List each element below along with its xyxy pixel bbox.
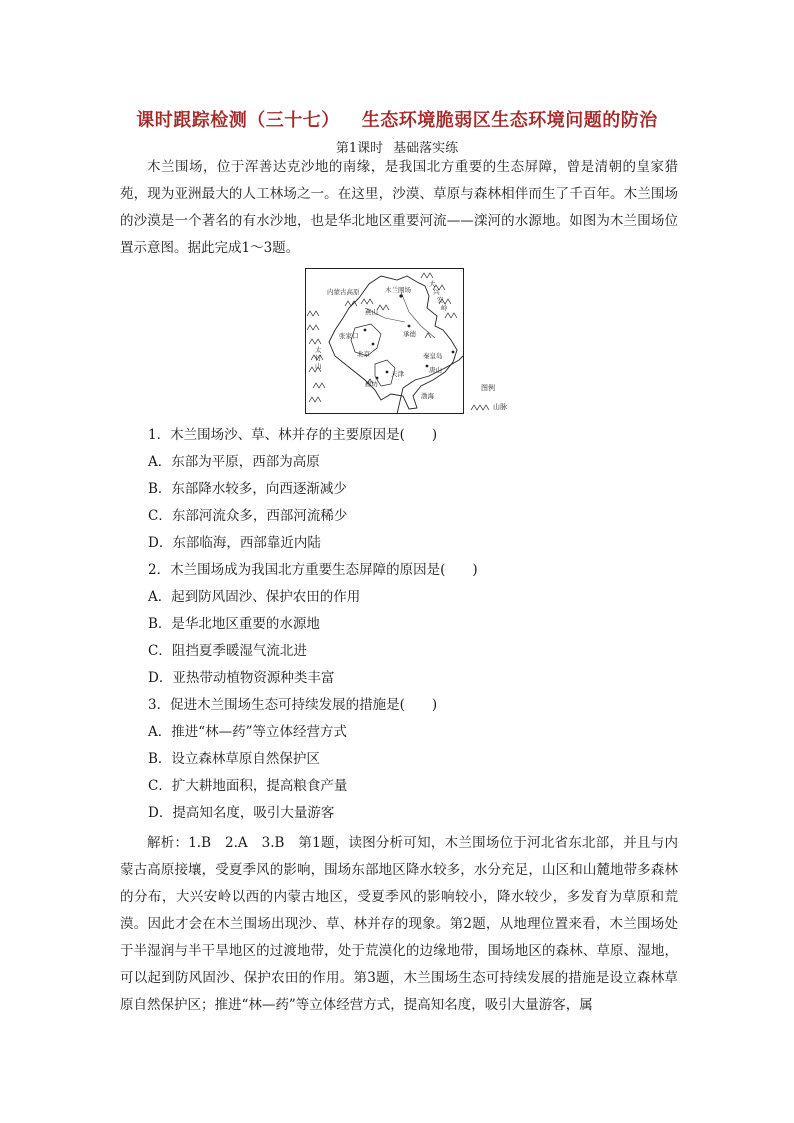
- label-langfang: 廊坊: [365, 380, 378, 388]
- label-bohai: 渤海: [421, 392, 434, 400]
- label-beijing: 北京: [357, 350, 370, 358]
- question-3-option-c: C．扩大耕地面积，提高粮食产量: [148, 778, 348, 794]
- label-yanshan: 燕山: [365, 308, 378, 316]
- page-subtitle: 第1课时 基础落实练: [335, 141, 459, 156]
- label-taihang-2: 行: [315, 354, 322, 362]
- label-chengde: 承德: [403, 330, 416, 338]
- question-2-option-d: D．亚热带动植物资源种类丰富: [148, 670, 335, 686]
- label-daxinganling-2: 兴: [433, 288, 440, 296]
- label-inner-mongolia: 内蒙古高原: [327, 288, 360, 296]
- label-daxinganling-4: 岭: [441, 304, 448, 312]
- label-tianjin: 天津: [391, 370, 404, 378]
- label-tangshan: 唐山: [429, 366, 442, 374]
- label-daxinganling-3: 安: [437, 296, 444, 304]
- question-1-option-c: C．东部河流众多，西部河流稀少: [148, 508, 348, 524]
- label-taihang-1: 太: [315, 346, 322, 354]
- label-zhangjiakou: 张家口: [339, 332, 359, 340]
- question-3-stem: 3．促进木兰围场生态可持续发展的措施是( ): [148, 697, 438, 713]
- question-1-stem: 1．木兰围场沙、草、林并存的主要原因是( ): [148, 427, 438, 443]
- label-mulan: 木兰围场: [385, 286, 411, 294]
- legend-title: 图例: [481, 384, 495, 392]
- legend-item: 山脉: [493, 403, 507, 411]
- location-map: [305, 268, 517, 415]
- question-3-option-d: D．提高知名度，吸引大量游客: [148, 805, 335, 821]
- analysis-paragraph: 解析：1.B 2.A 3.B 第1题，读图分析可知，木兰围场位于河北省东北部，并且与内蒙古高原接壤，受夏季风的影响，围场东部地区降水较多，水分充足，山区和山麓地带多森林的分布，大兴安岭以西的内蒙古地区，受夏季风的影响较小，降水较少，多发育为草原和荒漠。因此才会在木兰围场出现沙、草、林并存的现象。第2题，从地理位置来看，木兰围场处于半湿润与半干旱地区的过渡地带，处于荒漠化的边缘地带，围场地区的森林、草原、湿地，可以起到防风固沙、保护农田的作用。第3题，木兰围场生态可持续发展的措施是设立森林草原自然保护区；推进“林—药”等立体经营方式，提高知名度，吸引大量游客，属: [120, 835, 678, 1013]
- legend-mountain-icon: [471, 405, 489, 410]
- question-2-option-a: A．起到防风固沙、保护农田的作用: [148, 589, 361, 605]
- question-2-option-b: B．是华北地区重要的水源地: [148, 616, 320, 632]
- label-taihang-3: 山: [315, 362, 322, 370]
- page-title: 课时跟踪检测（三十七） 生态环境脆弱区生态环境问题的防治: [136, 110, 658, 131]
- question-1-option-a: A．东部为平原，西部为高原: [148, 454, 320, 470]
- question-2-option-c: C．阻挡夏季暖湿气流北进: [148, 643, 307, 659]
- label-qinhuangdao: 秦皇岛: [423, 352, 443, 360]
- question-1-option-d: D．东部临海，西部靠近内陆: [148, 535, 321, 551]
- question-3-option-b: B．设立森林草原自然保护区: [148, 751, 320, 767]
- question-3-option-a: A．推进“林—药”等立体经营方式: [148, 724, 348, 740]
- intro-paragraph: 木兰围场，位于浑善达克沙地的南缘，是我国北方重要的生态屏障，曾是清朝的皇家猎苑，现为亚洲最大的人工林场之一。在这里，沙漠、草原与森林相伴而生了千百年。木兰围场的沙漠是一个著名的有水沙地，也是华北地区重要河流——滦河的水源地。如图为木兰围场位置示意图。据此完成1～3题。: [120, 159, 678, 256]
- question-2-stem: 2．木兰围场成为我国北方重要生态屏障的原因是( ): [148, 562, 478, 578]
- label-daxinganling-1: 大: [429, 280, 436, 288]
- question-1-option-b: B．东部降水较多，向西逐渐减少: [148, 481, 347, 497]
